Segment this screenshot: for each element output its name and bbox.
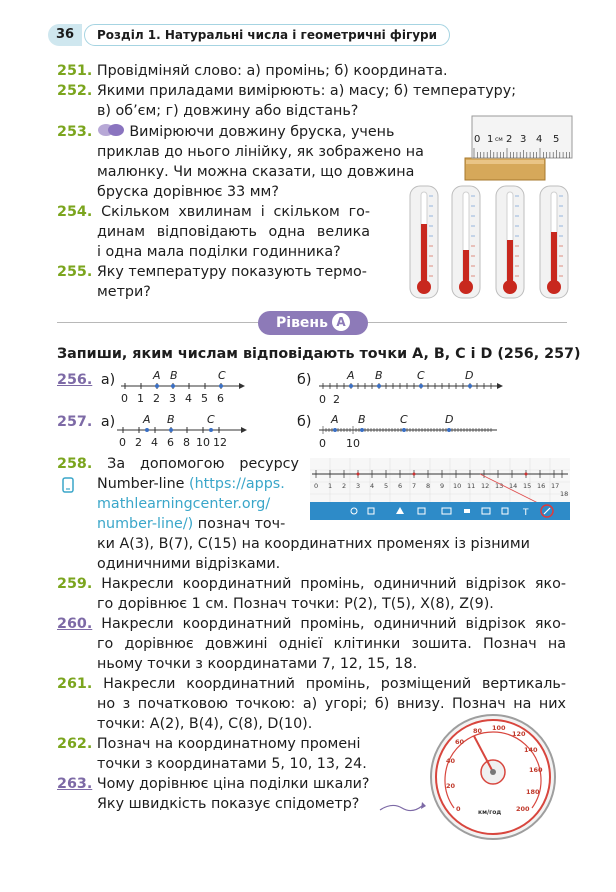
level-badge [258,311,368,335]
point-label: B [167,413,175,426]
resource-link[interactable]: (https://apps. [189,476,285,492]
point-label: C [417,369,425,382]
task-text: в) об’єм; г) довжину або відстань? [97,103,359,119]
task-255 [57,262,367,282]
tick-label: 10 [196,436,210,449]
tick-label: 6 [167,436,174,449]
thermometer-2 [452,186,480,298]
task-text: і одна мала поділки годинника? [97,244,341,260]
phone-icon [62,477,74,493]
tool-tick-label: 17 [551,482,560,490]
thermometers-illustration [404,184,574,302]
point-label: C [207,413,215,426]
tick-label: 2 [153,392,160,405]
resource-name: Number-line [97,476,190,492]
tick-label: 8 [183,436,190,449]
task-text: За допомогою ресурсу [107,456,299,472]
tool-tick-label: 14 [509,482,518,490]
task-261 [57,674,566,694]
tick-label: 2 [135,436,142,449]
task-text: малюнку. Чи можна сказати, що довжина [97,164,415,180]
speed-label: 120 [512,730,526,738]
page-header [48,24,450,46]
task-text: Скільком хвилинам і скільком го- [101,204,371,220]
task-text: но з початковою точкою: а) угорі; б) внизу. Познач на них [97,696,566,712]
task-text [97,474,285,494]
tick-label: 6 [217,392,224,405]
task-number: 257. [57,414,93,430]
point-label: C [218,369,226,382]
tool-tick-label: 8 [426,482,431,490]
task-number: 258. [57,456,93,472]
ruler-unit: см [495,136,503,143]
tool-tick-label: 6 [398,482,403,490]
level-label: Рівень [276,315,328,331]
task-260 [57,614,566,634]
speed-label: 60 [455,738,465,746]
task-text: приклав до нього лінійку, як зображено на [97,144,424,160]
tool-tick-label: 11 [467,482,476,490]
section-title: Розділ 1. Натуральні числа і геометричні фігури [84,24,450,46]
task-256 [57,370,115,390]
ruler-illustration [464,114,574,182]
level-letter: А [332,313,350,331]
task-number: 251. [57,63,93,79]
task-number: 263. [57,776,93,792]
point-label: A [347,369,355,382]
task-text: динам відповідають одна велика [97,224,370,240]
task-text: бруска дорівнює 33 мм? [97,184,279,200]
task-text: ки A(3), B(7), C(15) на координатних променях із різними [97,536,530,552]
number-line-257a [113,410,248,450]
task-number: 252. [57,83,93,99]
ruler-label: 3 [520,134,527,145]
thermometer-1 [410,186,438,298]
task-text: познач точ- [193,516,286,532]
ruler-label: 1 [487,134,494,145]
point-label: B [170,369,178,382]
number-line-257b [315,410,505,450]
task-258 [57,454,299,474]
speed-label: 40 [446,757,456,765]
part-a-label: а) [100,414,116,430]
ruler-label: 4 [536,134,543,145]
speed-label: 200 [516,805,530,813]
task-text: Яку швидкість показує спідометр? [97,796,360,812]
speed-label: 100 [492,724,506,732]
tick-label: 0 [119,436,126,449]
task-text [97,514,285,534]
tool-tick-label: 18 [560,490,569,498]
tool-tick-label: 3 [356,482,361,490]
task-254 [57,202,370,222]
task-263 [57,774,369,794]
task-253 [57,122,394,142]
task-262 [57,734,360,754]
task-text: Накресли координатний промінь, одиничний відрізок яко- [101,576,567,592]
speed-unit: км/год [478,809,502,816]
task-number: 255. [57,264,93,280]
task-number: 253. [57,124,93,140]
speed-label: 20 [446,782,456,790]
tool-tick-label: 9 [440,482,445,490]
tool-tick-label: 16 [537,482,546,490]
tick-label: 0 [319,437,326,450]
tick-label: 0 [319,393,326,406]
tick-label: 1 [137,392,144,405]
instruction-heading: Запиши, яким числам відповідають точки A, B, C і D (256, 257) [57,346,581,362]
part-b-label: б) [297,372,312,388]
part-b-label: б) [297,414,312,430]
tick-label: 4 [151,436,158,449]
mark-icon [464,509,470,513]
point-label: A [331,413,339,426]
ruler-label: 5 [553,134,560,145]
speed-label: 80 [473,727,483,735]
tool-tick-label: 1 [328,482,333,490]
tick-label: 10 [346,437,360,450]
task-text: точки з координатами 5, 10, 13, 24. [97,756,367,772]
ruler-label: 2 [506,134,513,145]
ruler-label: 0 [474,134,481,145]
task-text: го дорівнює 1 см. Познач точки: P(2), T(5), X(8), Z(9). [97,596,494,612]
task-text: Чому дорівнює ціна поділки шкали? [96,776,370,792]
task-number: 254. [57,204,93,220]
task-text: ньому точки з координатами 7, 12, 15, 18. [97,656,418,672]
number-line-256b [315,366,505,406]
tool-tick-label: 15 [523,482,532,490]
task-257 [57,412,115,432]
tool-tick-label: 12 [481,482,490,490]
tick-label: 3 [169,392,176,405]
resource-link[interactable]: mathlearningcenter.org/ [97,496,271,512]
thermometer-4 [540,186,568,298]
point-label: B [375,369,383,382]
tool-tick-label: 2 [342,482,347,490]
task-252 [57,81,516,101]
task-number: 261. [57,676,93,692]
numberline-tool-screenshot [310,458,570,520]
point-label: B [358,413,366,426]
task-text: го дорівнює довжині однієї клітинки зошита. Познач на [97,636,566,652]
tool-tick-label: 10 [453,482,462,490]
point-label: A [143,413,151,426]
task-text: Яку температуру показують термо- [96,264,367,280]
task-text: точки: A(2), B(4), C(8), D(10). [97,716,313,732]
point-label: A [153,369,161,382]
task-text: одиничними відрізками. [97,556,281,572]
tool-tick-label: 0 [314,482,319,490]
speed-label: 140 [524,746,538,754]
task-number: 256. [57,372,93,388]
point-label: D [445,413,454,426]
task-text: Провідміняй слово: а) промінь; б) координата. [96,63,448,79]
task-text: метри? [97,284,151,300]
task-text: Накресли координатний промінь, одиничний відрізок яко- [101,616,567,632]
tick-label: 5 [201,392,208,405]
task-text: Вимірюючи довжину бруска, учень [129,124,395,140]
resource-link[interactable]: number-line/) [97,516,194,532]
task-259 [57,574,566,594]
tool-tick-label: 13 [495,482,504,490]
text-tool-icon: T [523,508,529,518]
number-line-256a [115,366,245,406]
tool-tick-label: 4 [370,482,375,490]
task-251 [57,61,448,81]
speedometer-illustration [428,712,558,842]
thermometer-3 [496,186,524,298]
arrow-icon [378,798,428,818]
tick-label: 2 [333,393,340,406]
task-number: 259. [57,576,93,592]
point-label: D [465,369,474,382]
tick-label: 12 [213,436,227,449]
speed-label: 180 [526,788,540,796]
task-text: Якими приладами вимірюють: а) масу; б) температуру; [96,83,517,99]
point-label: C [400,413,408,426]
discussion-icon [97,123,125,138]
part-a-label: а) [100,372,116,388]
task-number: 260. [57,616,93,632]
tick-label: 4 [185,392,192,405]
task-text: Накресли координатний промінь, розміщений вертикаль- [103,676,566,692]
task-text: Познач на координатному промені [96,736,361,752]
speed-label: 0 [456,805,461,813]
speed-label: 160 [529,766,543,774]
task-number: 262. [57,736,93,752]
tool-tick-label: 7 [412,482,417,490]
tool-tick-label: 5 [384,482,389,490]
page-number: 36 [48,24,82,46]
tick-label: 0 [121,392,128,405]
